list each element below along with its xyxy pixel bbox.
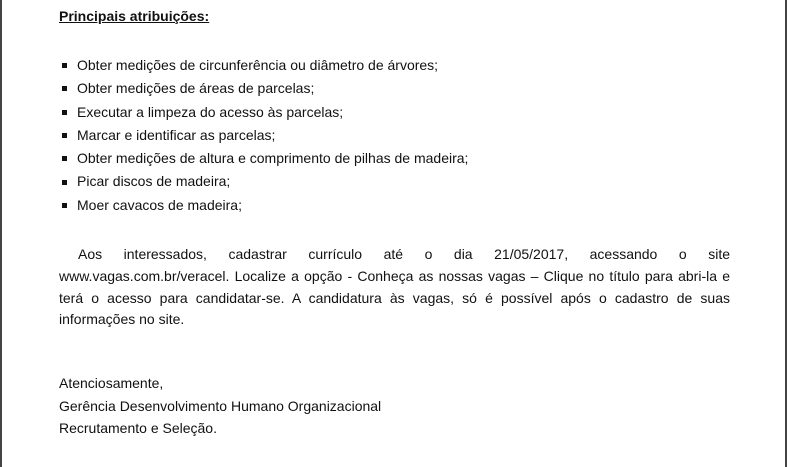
bullet-square-icon <box>62 110 67 115</box>
department-name: Gerência Desenvolvimento Humano Organizacional <box>59 397 382 414</box>
section-heading: Principais atribuições: <box>59 8 210 24</box>
list-item-text: Moer cavacos de madeira; <box>77 196 242 213</box>
bullet-square-icon <box>62 63 67 68</box>
list-item <box>62 194 468 217</box>
list-item <box>62 170 468 193</box>
closing-salutation: Atenciosamente, <box>59 375 164 391</box>
list-item-text: Executar a limpeza do acesso às parcelas; <box>77 103 344 120</box>
page-left-border <box>0 0 2 467</box>
bullet-square-icon <box>62 180 67 185</box>
list-item <box>62 147 468 170</box>
bullet-square-icon <box>62 203 67 208</box>
paragraph-line: terá o acesso para candidatar-se. A candidatura às vagas, só é possível após o cadastro de suas <box>59 289 730 306</box>
list-item-text: Obter medições de áreas de parcelas; <box>77 80 315 97</box>
bullet-square-icon <box>62 86 67 91</box>
bullet-square-icon <box>62 156 67 161</box>
list-item-text: Picar discos de madeira; <box>77 173 231 190</box>
list-item <box>62 54 468 77</box>
paragraph-line: Aos interessados, cadastrar currículo até o dia 21/05/2017, acessando o site <box>78 246 730 262</box>
signature-block <box>59 372 381 440</box>
list-item-text: Obter medições de circunferência ou diâmetro de árvores; <box>77 57 439 73</box>
list-item <box>62 77 468 100</box>
list-item <box>62 101 468 124</box>
list-item-text: Obter medições de altura e comprimento de pilhas de madeira; <box>77 150 469 167</box>
paragraph-line: www.vagas.com.br/veracel. Localize a opção - Conheça as nossas vagas – Clique no título para abri-la e <box>59 267 730 284</box>
team-name: Recrutamento e Seleção. <box>59 420 217 436</box>
application-instructions <box>59 244 730 331</box>
duties-list <box>62 54 468 217</box>
page-right-border <box>785 0 787 467</box>
list-item <box>62 124 468 147</box>
bullet-square-icon <box>62 133 67 138</box>
paragraph-line: informações no site. <box>59 311 185 328</box>
list-item-text: Marcar e identificar as parcelas; <box>77 126 276 143</box>
